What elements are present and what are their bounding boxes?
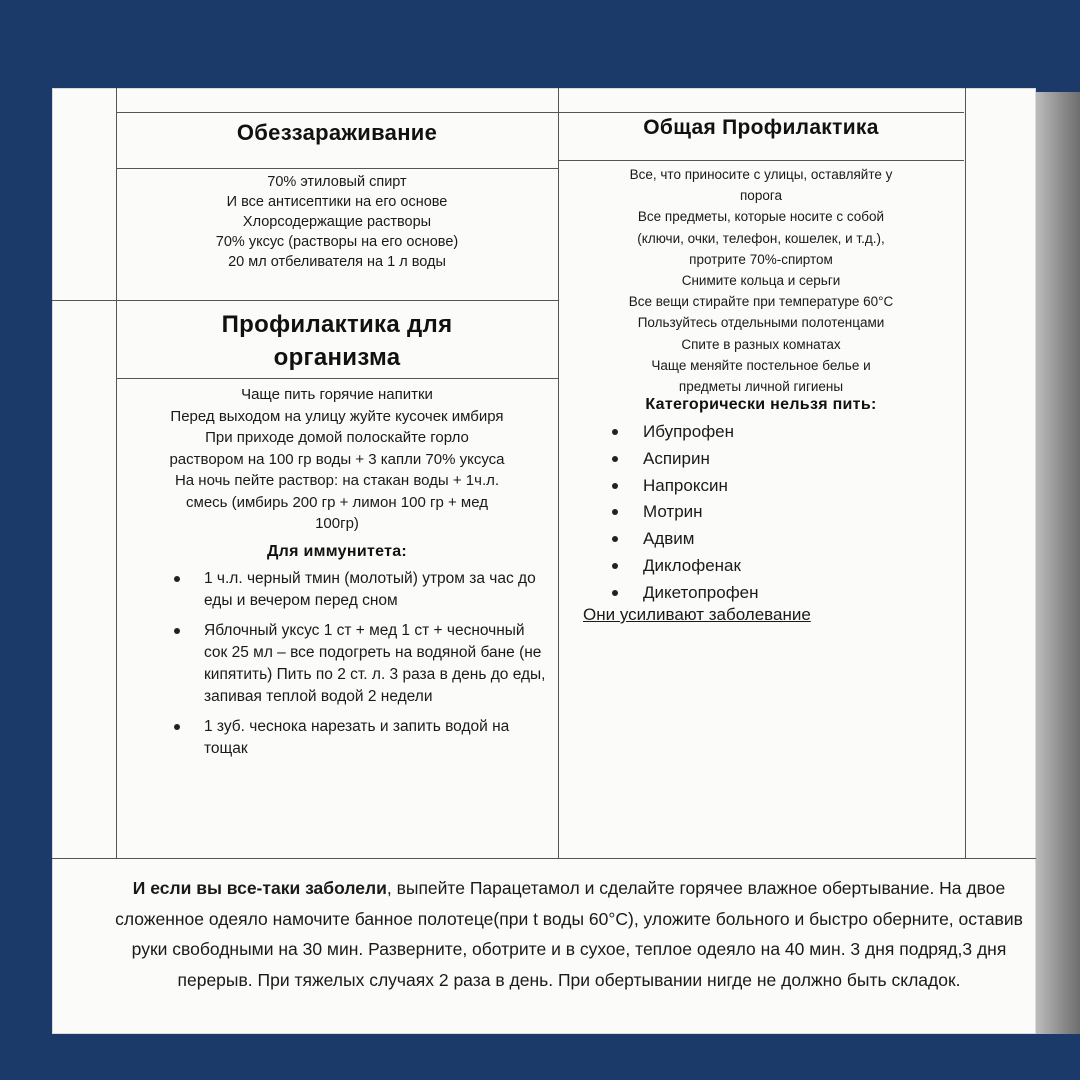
body-prevention-title	[116, 308, 558, 374]
body-prevention-line: 100гр)	[315, 515, 359, 532]
body-prevention-list	[116, 384, 558, 535]
disinfection-title: Обеззараживание	[236, 120, 438, 145]
immunity-item: 1 зуб. чеснока нарезать и запить водой на тощак	[170, 716, 552, 760]
illness-lead: И если вы все-таки заболели	[132, 878, 387, 898]
body-prevention-line: На ночь пейте раствор: на стакан воды + 1ч.л.	[174, 472, 500, 489]
general-prevention-line: (ключи, очки, телефон, кошелек, и т.д.),	[637, 230, 885, 246]
warning-note: Они усиливают заболевание	[583, 605, 811, 624]
immunity-list	[170, 568, 552, 760]
general-prevention-title: Общая Профилактика	[643, 116, 879, 139]
body-prevention-line: раствором на 100 гр воды + 3 капли 70% уксуса	[169, 450, 505, 468]
forbidden-item: Напроксин	[608, 473, 928, 500]
book-page-edge	[1036, 92, 1080, 1034]
disinfection-line: 70% этиловый спирт	[267, 174, 407, 190]
forbidden-heading: Категорически нельзя пить:	[645, 396, 877, 413]
general-prevention-line: протрите 70%-спиртом	[689, 251, 833, 267]
body-prevention-line: Перед выходом на улицу жуйте кусочек имбиря	[170, 407, 504, 425]
immunity-item: Яблочный уксус 1 ст + мед 1 ст + чесночный сок 25 мл – все подогреть на водяной бане (не кипятить) Пить по 2 ст. л. 3 раза в день до еды, запивая теплой водой 2 недели	[170, 620, 552, 708]
disinfection-line: Хлорсодержащие растворы	[242, 214, 432, 230]
body-prevention-title-line2: организма	[273, 344, 401, 371]
disinfection-list	[116, 172, 558, 272]
general-prevention-line: предметы личной гигиены	[678, 379, 844, 395]
disinfection-line: 20 мл отбеливателя на 1 л воды	[228, 254, 446, 270]
disinfection-line: И все антисептики на его основе	[226, 194, 448, 210]
immunity-item: 1 ч.л. черный тмин (молотый) утром за час до еды и вечером перед сном	[170, 568, 552, 612]
forbidden-item: Ибупрофен	[608, 419, 928, 446]
illness-text: , выпейте Парацетамол и сделайте горячее влажное обертывание. На двое сложенное одеяло намочите банное полотеце(при t воды 60°С), уложите больного и быстро оберните, оставив руки свободными на 30 мин. Разверните, оботрите и в сухое, теплое одеяло на 40 мин. 3 дня подряд,3 дня перерыв. При тяжелых случаях 2 раза в день. При обертывании нигде не должно быть складок.	[115, 878, 1023, 990]
forbidden-item: Диклофенак	[608, 553, 928, 580]
forbidden-list	[608, 419, 928, 607]
document-sheet	[52, 88, 1036, 1034]
footer-divider	[52, 858, 1036, 859]
illness-instructions	[104, 873, 1034, 995]
forbidden-item: Адвим	[608, 526, 928, 553]
forbidden-item: Аспирин	[608, 446, 928, 473]
general-prevention-line: Чаще меняйте постельное белье и	[651, 357, 871, 373]
general-prevention-line: Все, что приносите с улицы, оставляйте у	[629, 167, 893, 182]
disinfection-line: 70% уксус (растворы на его основе)	[215, 234, 459, 250]
top-rule	[116, 112, 964, 113]
forbidden-item: Дикетопрофен	[608, 580, 928, 607]
general-prevention-list	[558, 164, 964, 397]
forbidden-item: Мотрин	[608, 499, 928, 526]
general-prevention-line: Все предметы, которые носите с собой	[637, 209, 885, 225]
body-header-rule	[116, 378, 558, 379]
general-header-rule	[558, 160, 964, 161]
body-prevention-title-line1: Профилактика для	[221, 311, 453, 338]
general-prevention-line: Пользуйтесь отдельными полотенцами	[637, 315, 885, 331]
general-prevention-line: Все вещи стирайте при температуре 60°С	[628, 294, 894, 310]
general-prevention-line: порога	[740, 188, 782, 204]
body-prevention-line: смесь (имбирь 200 гр + лимон 100 гр + мед	[186, 493, 488, 511]
section-divider	[52, 300, 558, 301]
disinfection-header-rule	[116, 168, 558, 169]
general-prevention-line: Снимите кольца и серьги	[681, 273, 841, 289]
general-prevention-line: Спите в разных комнатах	[681, 336, 841, 352]
body-prevention-line: Чаще пить горячие напитки	[241, 386, 433, 403]
immunity-heading: Для иммунитета:	[266, 543, 408, 560]
body-prevention-line: При приходе домой полоскайте горло	[205, 429, 469, 446]
